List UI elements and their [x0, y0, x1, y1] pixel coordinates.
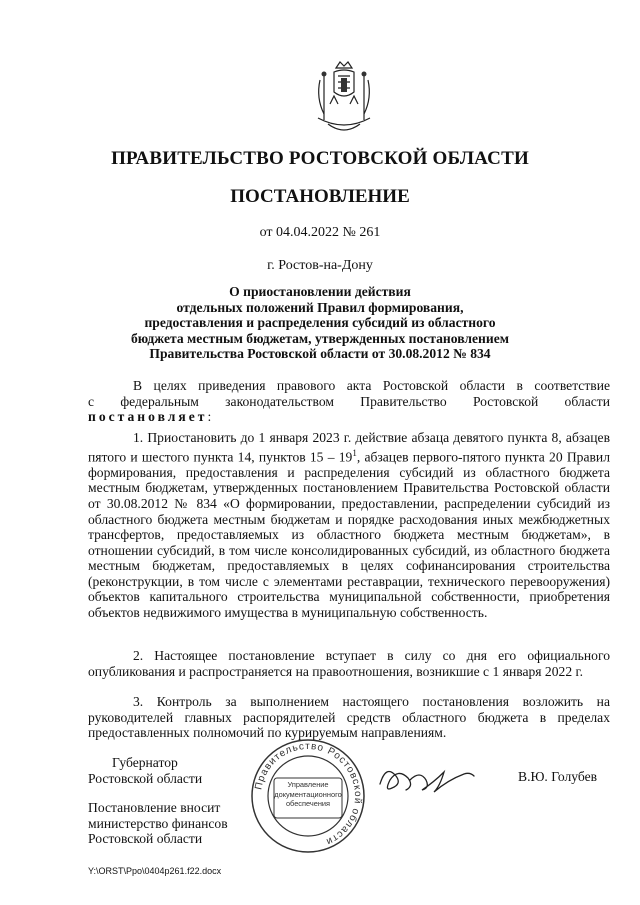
preamble-line — [88, 409, 610, 425]
paragraph-1 — [88, 430, 610, 621]
subject-line: бюджета местным бюджетам, утвержденных постановлением — [130, 330, 510, 346]
signatory-title-line: Ростовской области — [88, 770, 203, 786]
file-path: Y:\ORST\Ppo\0404p261.f22.docx — [88, 866, 222, 876]
paragraph-1-text-a: 1. Приостановить до 1 января 2023 г. действие абзаца девятого пункта 8, абзацев пятого и шестого пункта 14, пунктов 15 – 19 — [88, 430, 610, 465]
organization-title: ПРАВИТЕЛЬСТВО РОСТОВСКОЙ ОБЛАСТИ — [111, 148, 529, 169]
paragraph-3 — [88, 694, 610, 741]
signatory-title — [88, 755, 202, 786]
paragraph-2-text: 2. Настоящее постановление вступает в силу со дня его официального опубликования и распространяется на правоотношения, возникшие с 1 января 2022 г. — [88, 648, 610, 679]
note-line: Ростовской области — [88, 831, 203, 847]
seal-ring-text: Правительство Ростовской области — [253, 740, 364, 848]
paragraph-2 — [88, 648, 610, 679]
signatory-title-line: Губернатор — [112, 755, 178, 770]
note-line: министерство финансов — [88, 815, 228, 831]
official-seal — [250, 738, 366, 854]
paragraph-3-text: 3. Контроль за выполнением настоящего постановления возложить на руководителей главных распорядителей средств областного бюджета в пределах предоставленных полномочий по курируемым направлениям. — [88, 694, 610, 741]
submission-note — [88, 800, 228, 847]
coat-of-arms-icon — [310, 58, 378, 138]
subject-line: О приостановлении действия — [229, 284, 411, 299]
seal-inner-text: Управление документационного обеспечения — [274, 780, 342, 808]
resolution-keyword: постановляет — [88, 409, 208, 425]
paragraph-1-text-b: , абзацев первого-пятого пункта 20 Правил формирования, предоставления и распределения субсидий из областного бюджета местным бюджетам, утвержденных постановлением Правительства Ростовской области от 30.08.2012 № 834 «О формировании, предоставлении, распределении субсидий из областного бюджета местным бюджетам и порядке расходования иных межбюджетных трансфертов, предоставляемых из областного бюджета местным бюджетам», в отношении субсидий, в том числе консолидированных субсидий, из областного бюджета местным бюджетам, предоставляемых в целях софинансирования строительства (реконструкции, в том числе с элементами реставрации, технического перевооружения) объектов капитального строительства муниципальной собственности, приобретения объектов недвижимого имущества в муниципальную собственность. — [88, 449, 610, 621]
preamble — [88, 378, 610, 425]
document-subject — [0, 284, 640, 362]
subject-line: предоставления и распределения субсидий из областного — [144, 315, 496, 330]
handwritten-signature — [374, 758, 484, 800]
subject-line: отдельных положений Правил формирования, — [176, 299, 464, 315]
signatory-name: В.Ю. Голубев — [518, 769, 598, 784]
date-number: от 04.04.2022 № 261 — [259, 225, 381, 240]
city: г. Ростов-на-Дону — [267, 258, 373, 273]
preamble-colon: : — [207, 409, 212, 425]
subject-line: Правительства Ростовской области от 30.08.2012 № 834 — [149, 346, 491, 361]
paragraph-1-superscript: 1 — [352, 447, 357, 458]
note-line: Постановление вносит — [88, 800, 221, 815]
preamble-line: В целях приведения правового акта Ростовской области в соответствие — [133, 378, 610, 393]
document-type: ПОСТАНОВЛЕНИЕ — [230, 186, 410, 207]
preamble-line: с федеральным законодательством Правительство Ростовской области — [88, 393, 610, 409]
